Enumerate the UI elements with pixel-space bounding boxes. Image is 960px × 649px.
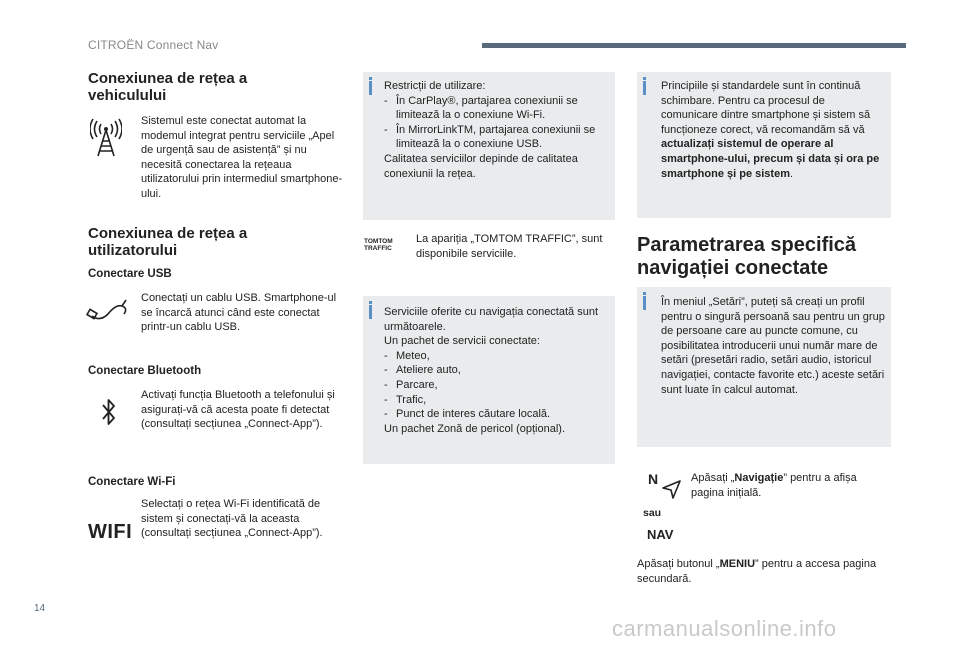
service-item: - Trafic, xyxy=(384,393,427,406)
settings-title: Parametrarea specifică navigației conectate xyxy=(637,234,857,279)
services-intro: Serviciile oferite cu navigația conectată sunt următoarele. xyxy=(384,306,599,333)
wifi-text: Selectați o rețea Wi-Fi identificată de sistem și conectați-vă la aceasta (consultați secțiunea „Connect-App”). xyxy=(141,498,323,540)
header-rule xyxy=(482,43,906,48)
running-header: CITROËN Connect Nav xyxy=(88,38,219,52)
usb-text: Conectați un cablu USB. Smartphone-ul se încarcă atunci când este conectat printr-un cablu USB. xyxy=(141,292,337,334)
tomtom-text: La apariția „TOMTOM TRAFFIC”, sunt disponibile serviciile. xyxy=(416,233,603,260)
restriction-item: - În CarPlay®, partajarea conexiunii se limitează la o conexiune Wi-Fi. xyxy=(384,94,578,122)
restrictions-note: Calitatea serviciilor depinde de calitatea conexiunii la rețea. xyxy=(384,152,578,180)
services-content xyxy=(384,305,606,436)
or-label: sau xyxy=(643,507,662,519)
service-item: - Ateliere auto, xyxy=(384,364,461,377)
principles-box xyxy=(637,72,891,218)
wifi-icon: WIFI xyxy=(88,521,133,543)
nav-instruction: Apăsați „Navigație” pentru a afișa pagina inițială. xyxy=(691,472,857,499)
navigation-arrow-icon xyxy=(660,478,684,502)
menu-instruction: Apăsați butonul „MENIU” pentru a accesa pagina secundară. xyxy=(637,558,877,585)
wifi-title: Conectare Wi-Fi xyxy=(88,476,176,488)
bluetooth-icon xyxy=(100,398,118,426)
info-icon xyxy=(369,77,372,80)
usb-cable-icon xyxy=(86,294,130,324)
restrictions-box xyxy=(363,72,615,220)
services-pack: Un pachet de servicii conectate: xyxy=(384,335,540,348)
principles-text: Principiile și standardele sunt în continuă schimbare. Pentru ca procesul de comunicare dintre smartphone și sistem să funcționeze corect, vă recomandăm să vă actualizați sistemul de operare al smartphone-ului, precum și data și ora pe smartphone și pe sistem. xyxy=(661,80,880,180)
service-item: - Punct de interes căutare locală. xyxy=(384,408,551,421)
tomtom-traffic-logo: TOMTOM TRAFFIC xyxy=(364,238,393,252)
watermark: carmanualsonline.info xyxy=(612,616,837,641)
vehicle-network-text: Sistemul este conectat automat la modemul integrat pentru serviciile „Apel de urgență sau de asistență” și nu necesită conectarea la rețeaua utilizatorului prin intermediul smartphone-ului. xyxy=(141,115,343,200)
user-network-title: Conexiunea de rețea a utilizatorului xyxy=(88,225,248,259)
bluetooth-text: Activați funcția Bluetooth a telefonului și asigurați-vă că acesta poate fi detectat (consultați secțiunea „Connect-App”). xyxy=(141,389,335,431)
antenna-icon xyxy=(90,118,122,158)
services-optional: Un pachet Zonă de pericol (opțional). xyxy=(384,422,565,435)
info-icon xyxy=(643,77,646,80)
nav-button-icon: NAV xyxy=(647,527,674,542)
vehicle-network-title: Conexiunea de rețea a vehiculului xyxy=(88,70,248,104)
info-icon xyxy=(643,292,646,295)
service-item: - Meteo, xyxy=(384,349,430,362)
restrictions-content xyxy=(384,79,606,181)
info-icon xyxy=(369,301,372,304)
service-item: - Parcare, xyxy=(384,378,438,391)
bluetooth-title: Conectare Bluetooth xyxy=(88,365,202,377)
restrictions-title: Restricții de utilizare: xyxy=(384,80,486,92)
settings-box xyxy=(637,287,891,447)
restriction-item: - În MirrorLinkTM, partajarea conexiunii se limitează la o conexiune USB. xyxy=(384,123,596,151)
usb-title: Conectare USB xyxy=(88,268,172,280)
settings-text: În meniul „Setări”, puteți să creați un profil pentru o singură persoană sau pentru un grup de persoane care au puncte comune, cu posibilitatea introducerii unui număr mare de setări (presetări radio, setări audio, istoricul navigației, contacte favorite etc.) aceste setări sunt luate în calcul automat. xyxy=(661,296,885,396)
page-number: 14 xyxy=(34,603,46,614)
services-box xyxy=(363,296,615,464)
compass-n-letter: N xyxy=(648,471,659,487)
